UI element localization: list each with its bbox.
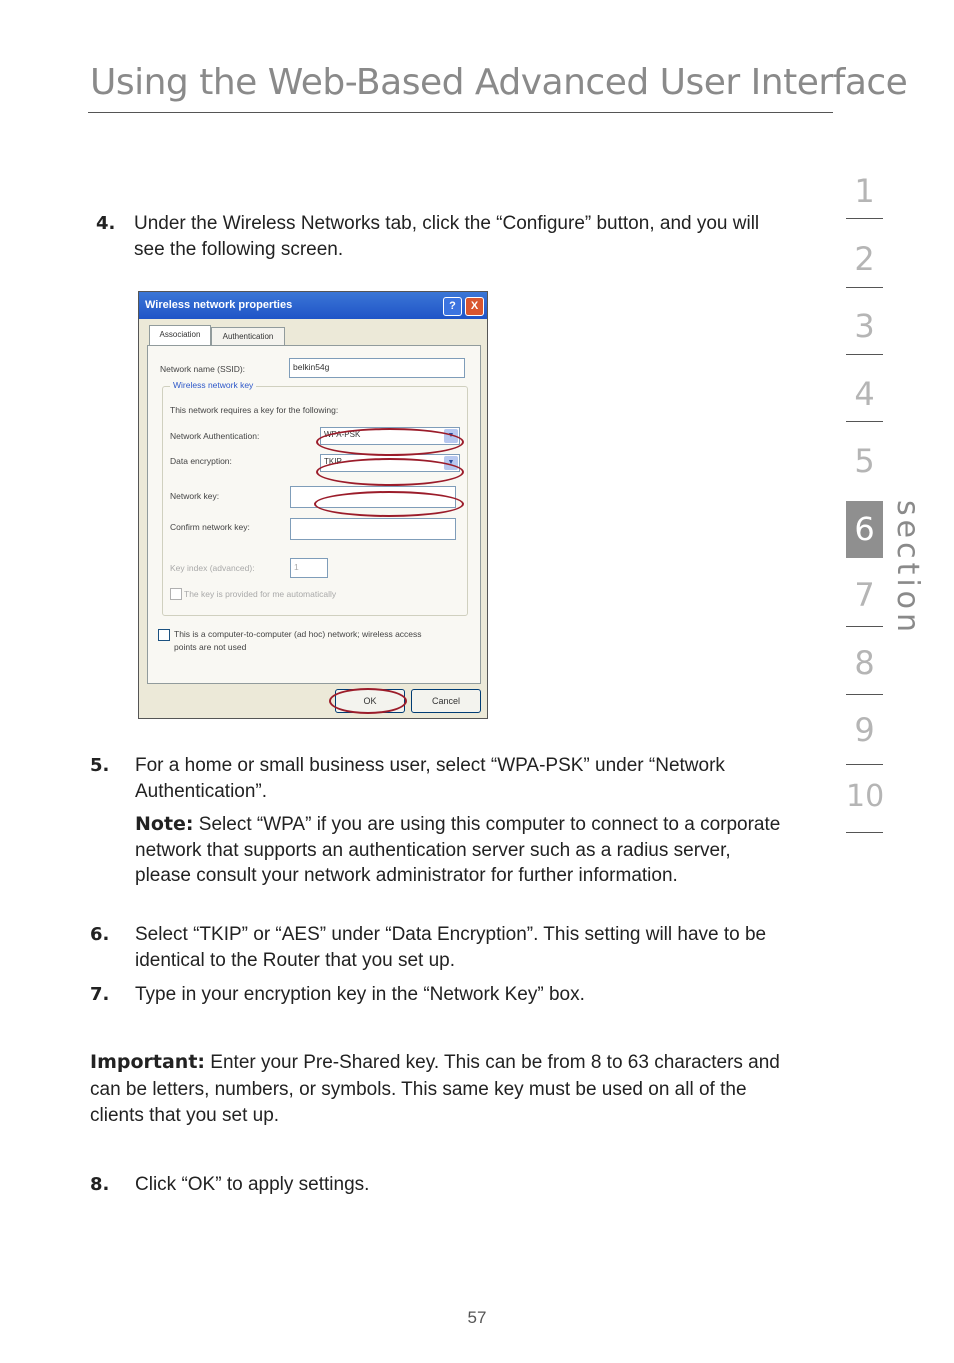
section-divider <box>846 694 883 695</box>
step-6 <box>90 922 790 973</box>
page-title: Using the Web-Based Advanced User Interface <box>90 62 908 103</box>
section-divider <box>846 287 883 288</box>
section-divider <box>846 421 883 422</box>
confirm-key-label: Confirm network key: <box>170 522 250 532</box>
key-index-input[interactable]: 1 <box>290 558 328 578</box>
tab-association[interactable]: Association <box>149 325 211 346</box>
section-number-1[interactable]: 1 <box>854 172 875 210</box>
auto-key-label: The key is provided for me automatically <box>184 589 337 599</box>
section-number-5[interactable]: 5 <box>854 442 875 480</box>
section-number-10[interactable]: 10 <box>846 779 885 814</box>
key-index-label: Key index (advanced): <box>170 563 255 573</box>
close-icon[interactable]: X <box>465 297 484 316</box>
step-text: Under the Wireless Networks tab, click the “Configure” button, and you will see the following screen. <box>134 213 760 260</box>
note-label: Note: <box>135 813 194 835</box>
section-divider <box>846 218 883 219</box>
ssid-input[interactable]: belkin54g <box>289 358 465 378</box>
step-7 <box>90 982 790 1008</box>
ok-button[interactable]: OK <box>335 689 405 713</box>
adhoc-label: This is a computer-to-computer (ad hoc) network; wireless access points are not used <box>174 629 422 652</box>
data-encryption-value: TKIP <box>324 457 342 466</box>
network-key-group-label: Wireless network key <box>170 380 256 390</box>
section-number-6-active[interactable]: 6 <box>846 501 883 558</box>
chevron-down-icon[interactable]: ▼ <box>444 456 458 470</box>
section-number-8[interactable]: 8 <box>854 644 875 682</box>
page-number: 57 <box>467 1308 487 1327</box>
adhoc-checkbox[interactable] <box>158 629 170 641</box>
auto-key-checkbox[interactable] <box>170 588 182 600</box>
ssid-label: Network name (SSID): <box>160 364 246 374</box>
title-rule <box>88 112 833 113</box>
step-4 <box>90 211 790 262</box>
network-authentication-value: WPA-PSK <box>324 430 361 439</box>
section-number-4[interactable]: 4 <box>854 375 875 413</box>
section-number-3[interactable]: 3 <box>854 307 875 345</box>
network-key-label: Network key: <box>170 491 220 501</box>
important-paragraph <box>90 1049 790 1130</box>
important-text: Enter your Pre-Shared key. This can be from 8 to 63 characters and can be letters, numbers, or symbols. This same key must be used on all of the clients that you set up. <box>90 1052 780 1126</box>
section-divider <box>846 626 883 627</box>
network-authentication-label: Network Authentication: <box>170 431 260 441</box>
help-icon[interactable]: ? <box>443 297 462 316</box>
confirm-key-input[interactable] <box>290 518 456 540</box>
step-number: 5. <box>90 755 110 776</box>
step-text: For a home or small business user, select “WPA-PSK” under “Network Authentication”. <box>135 755 725 802</box>
step-5 <box>90 753 790 804</box>
step-text: Select “TKIP” or “AES” under “Data Encryption”. This setting will have to be identical to the Router that you set up. <box>135 924 767 971</box>
section-divider <box>846 354 883 355</box>
section-number-7[interactable]: 7 <box>854 576 875 614</box>
cancel-button[interactable]: Cancel <box>411 689 481 713</box>
step-number: 8. <box>90 1174 110 1195</box>
data-encryption-label: Data encryption: <box>170 456 232 466</box>
important-label: Important: <box>90 1051 206 1073</box>
requires-key-label: This network requires a key for the following: <box>170 405 339 415</box>
dialog-titlebar <box>139 292 487 319</box>
highlight-oval-authentication <box>316 428 464 456</box>
dialog-title: Wireless network properties <box>145 299 293 311</box>
section-divider <box>846 764 883 765</box>
tab-authentication[interactable]: Authentication <box>211 327 285 346</box>
note-paragraph <box>135 812 790 889</box>
section-number-2[interactable]: 2 <box>854 240 875 278</box>
step-number: 6. <box>90 924 110 945</box>
highlight-oval-encryption <box>316 458 464 486</box>
note-text: Select “WPA” if you are using this computer to connect to a corporate network that supports an authentication server such as a radius server, please consult your network administrator for further information. <box>135 814 781 886</box>
chevron-down-icon[interactable]: ▼ <box>444 429 458 443</box>
step-8 <box>90 1172 790 1198</box>
wireless-properties-dialog <box>138 291 488 719</box>
section-number-9[interactable]: 9 <box>854 711 875 749</box>
section-divider <box>846 832 883 833</box>
step-text: Type in your encryption key in the “Network Key” box. <box>135 984 585 1005</box>
step-number: 4. <box>96 213 116 234</box>
step-number: 7. <box>90 984 110 1005</box>
highlight-oval-ok <box>329 688 407 714</box>
step-text: Click “OK” to apply settings. <box>135 1174 370 1195</box>
section-label: section <box>890 500 925 637</box>
highlight-oval-network-key <box>314 491 464 517</box>
